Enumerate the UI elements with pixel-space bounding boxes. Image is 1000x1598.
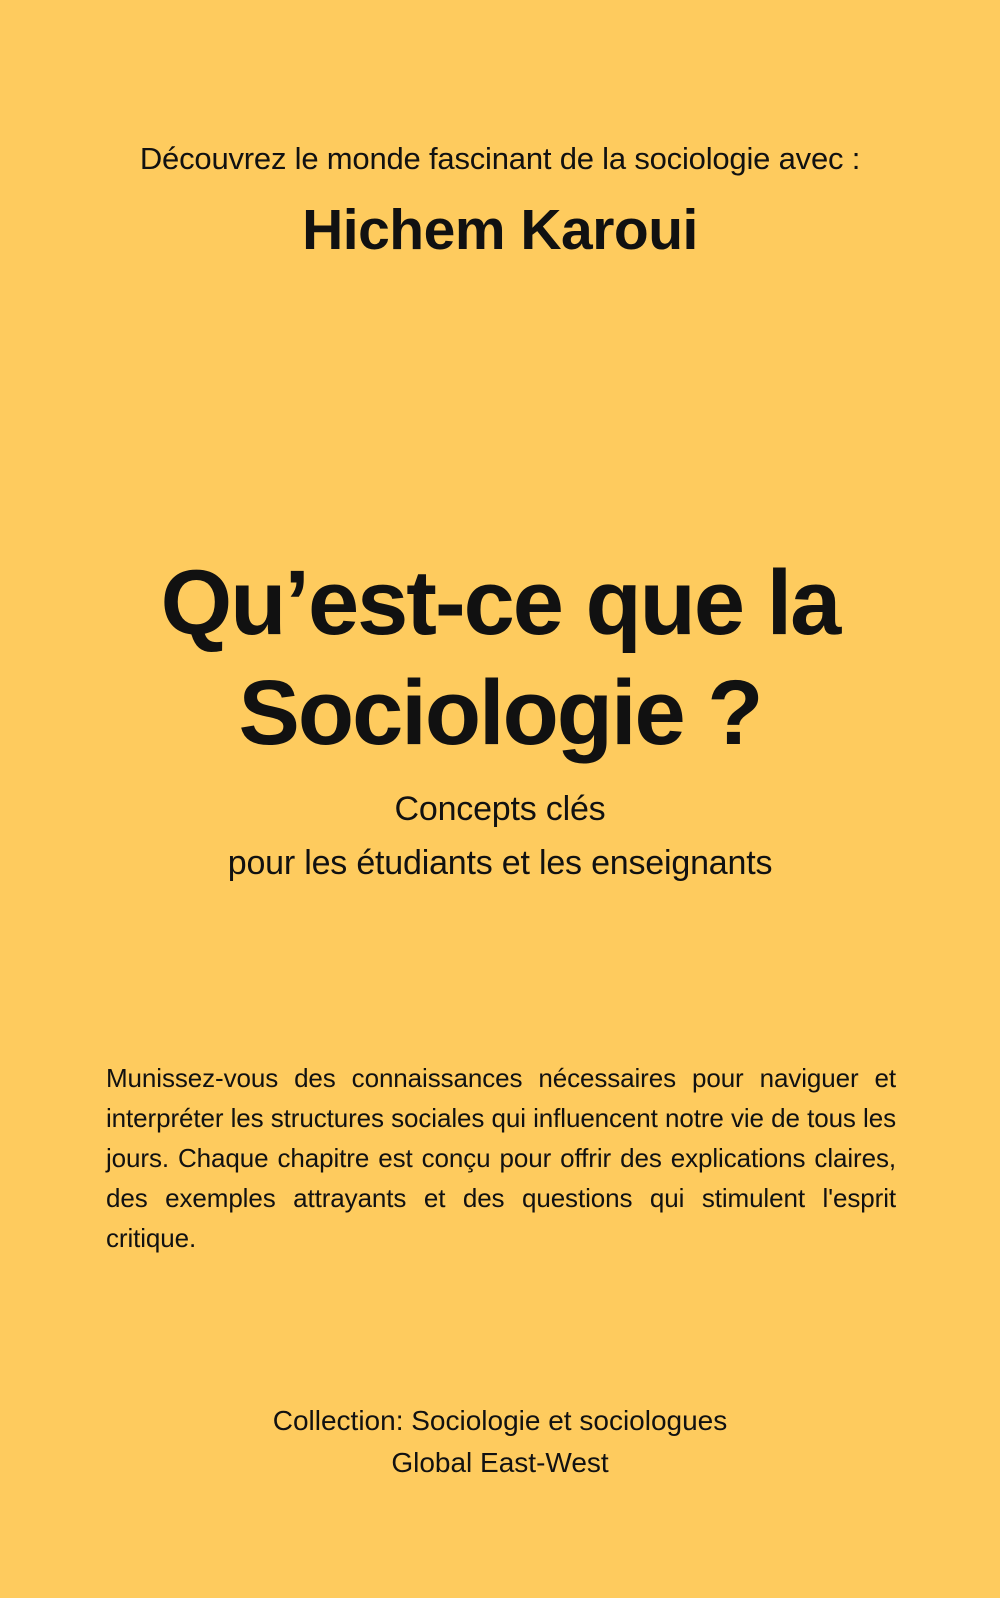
book-title xyxy=(0,548,1000,768)
subtitle-line-2: pour les étudiants et les enseignants xyxy=(227,844,773,882)
intro-text: Découvrez le monde fascinant de la sociologie avec : xyxy=(139,141,861,176)
book-blurb: Munissez-vous des connaissances nécessaires pour naviguer et interpréter les structures sociales qui influencent notre vie de tous les jours. Chaque chapitre est conçu pour offrir des explications claires, des exemples attrayants et des questions qui stimulent l'esprit critique. xyxy=(106,1063,896,1253)
collection-info xyxy=(0,1400,1000,1484)
subtitle-line-1: Concepts clés xyxy=(394,790,606,828)
title-line-2: Sociologie ? xyxy=(238,662,762,764)
title-line-1: Qu’est-ce que la xyxy=(160,552,840,654)
collection-name: Collection: Sociologie et sociologues xyxy=(272,1405,728,1436)
publisher-name: Global East-West xyxy=(391,1447,609,1478)
book-subtitle xyxy=(0,782,1000,890)
author-name: Hichem Karoui xyxy=(302,198,698,262)
